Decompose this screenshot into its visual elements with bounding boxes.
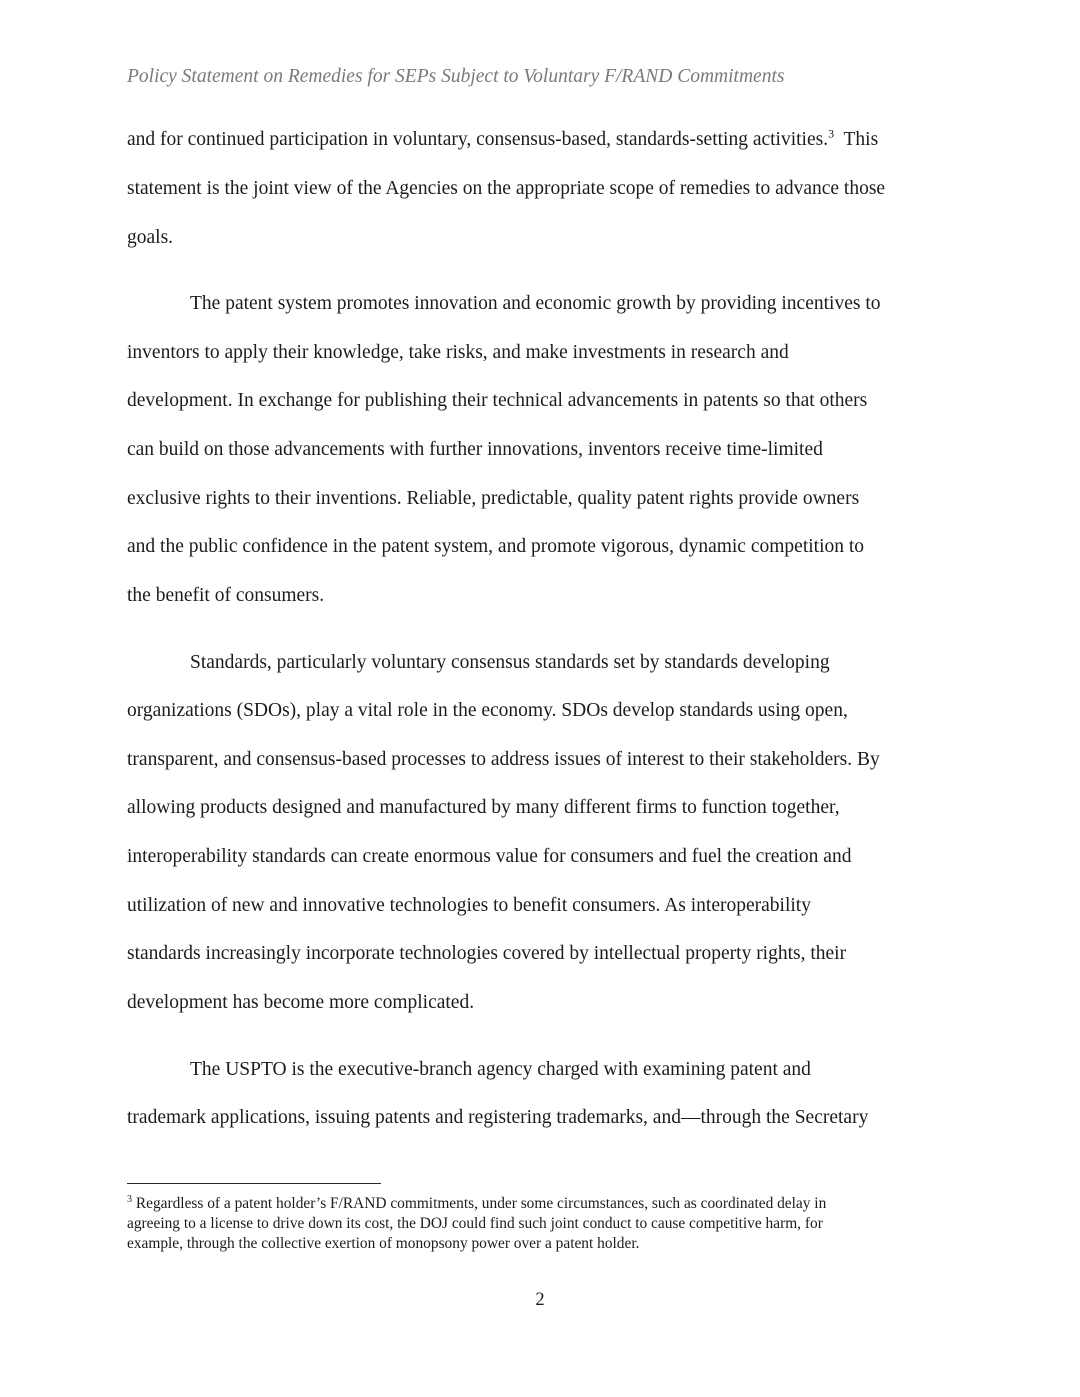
paragraph-4-line: The USPTO is the executive-branch agency charged with examining patent and <box>190 1059 811 1080</box>
paragraph-2-line: exclusive rights to their inventions. Reliable, predictable, quality patent rights provide owners <box>127 488 860 509</box>
paragraph-2-line: can build on those advancements with further innovations, inventors receive time-limited <box>127 439 823 460</box>
running-header: Policy Statement on Remedies for SEPs Subject to Voluntary F/RAND Commitments <box>127 66 785 87</box>
paragraph-3-line: Standards, particularly voluntary consensus standards set by standards developing <box>190 652 830 673</box>
paragraph-3-line: organizations (SDOs), play a vital role in the economy. SDOs develop standards using open, <box>127 700 848 721</box>
paragraph-3-line: transparent, and consensus-based processes to address issues of interest to their stakeholders. By <box>127 749 880 770</box>
footnote-line-1 <box>127 1194 957 1214</box>
paragraph-2-line: The patent system promotes innovation and economic growth by providing incentives to <box>190 293 881 314</box>
paragraph-1-line-1-after: This <box>834 129 879 150</box>
paragraph-4-line: trademark applications, issuing patents and registering trademarks, and—through the Secretary <box>127 1107 869 1128</box>
paragraph-1-line-1-text: and for continued participation in voluntary, consensus-based, standards-setting activities. <box>127 129 829 150</box>
footnote-marker: 3 <box>127 1193 132 1205</box>
footnote-reference[interactable]: 3 <box>828 126 835 141</box>
paragraph-3-line: development has become more complicated. <box>127 992 475 1013</box>
footnote-line-3: example, through the collective exertion of monopsony power over a patent holder. <box>127 1235 640 1252</box>
paragraph-1-line-3: goals. <box>127 227 174 248</box>
page-number: 2 <box>535 1290 545 1310</box>
paragraph-2-line: and the public confidence in the patent system, and promote vigorous, dynamic competition to <box>127 536 865 557</box>
paragraph-2-line: the benefit of consumers. <box>127 585 325 606</box>
paragraph-3-line: allowing products designed and manufactured by many different firms to function together, <box>127 797 840 818</box>
paragraph-3-line: interoperability standards can create enormous value for consumers and fuel the creation and <box>127 846 852 867</box>
paragraph-1-line-1 <box>127 126 957 154</box>
paragraph-2-line: development. In exchange for publishing their technical advancements in patents so that others <box>127 390 868 411</box>
footnote-line-2: agreeing to a license to drive down its cost, the DOJ could find such joint conduct to cause competitive harm, for <box>127 1215 823 1232</box>
paragraph-1-line-2: statement is the joint view of the Agencies on the appropriate scope of remedies to advance those <box>127 178 886 199</box>
paragraph-3-line: utilization of new and innovative technologies to benefit consumers. As interoperability <box>127 895 811 916</box>
paragraph-3-line: standards increasingly incorporate technologies covered by intellectual property rights, their <box>127 943 847 964</box>
footnote-separator <box>127 1183 381 1184</box>
footnote-line-1-text: Regardless of a patent holder’s F/RAND commitments, under some circumstances, such as coordinated delay in <box>132 1195 827 1212</box>
paragraph-2-line: inventors to apply their knowledge, take risks, and make investments in research and <box>127 342 789 363</box>
